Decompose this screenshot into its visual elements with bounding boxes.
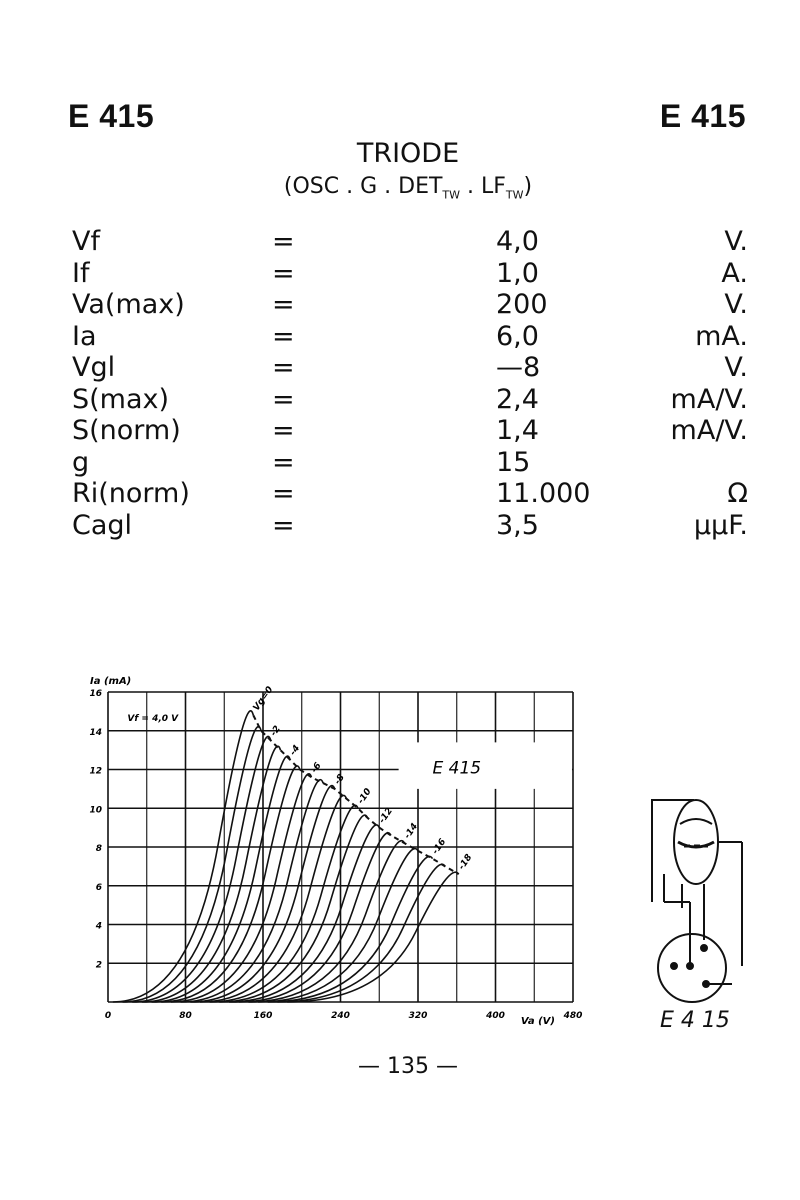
spec-equals: = xyxy=(272,226,295,257)
y-tick-label: 10 xyxy=(89,805,102,816)
pin-diagram xyxy=(640,790,760,1010)
spec-row xyxy=(72,289,748,321)
series-label: -10 xyxy=(356,786,374,806)
series-label: -6 xyxy=(309,761,324,775)
x-tick-label: 400 xyxy=(486,1011,505,1021)
series-curve xyxy=(248,841,404,1002)
series-curve xyxy=(229,825,379,1002)
spec-unit: V. xyxy=(724,226,748,257)
spec-row xyxy=(72,510,748,542)
spec-symbol: S(max) xyxy=(72,383,170,415)
page-number: — 135 — xyxy=(358,1054,458,1079)
series-label: -2 xyxy=(269,724,283,739)
series-label: -4 xyxy=(288,743,303,758)
title-box xyxy=(399,742,572,789)
series-label: -12 xyxy=(377,806,396,826)
spec-equals: = xyxy=(272,415,295,446)
series-label: -8 xyxy=(332,772,347,787)
x-tick-label: 240 xyxy=(331,1011,350,1021)
spec-row xyxy=(72,352,748,384)
spec-unit: mA. xyxy=(695,320,748,352)
y-tick-label: 6 xyxy=(95,882,102,893)
spec-value: 6,0 xyxy=(496,320,539,352)
spec-equals: = xyxy=(272,446,295,478)
series-curve xyxy=(239,833,391,1002)
y-tick-label: 2 xyxy=(95,960,102,971)
chart-condition: Vf = 4,0 V xyxy=(127,714,179,725)
spec-unit: V. xyxy=(724,352,748,383)
spec-symbol: Vf xyxy=(72,226,100,257)
y-tick-label: 4 xyxy=(95,921,102,932)
spec-row xyxy=(72,415,748,447)
spec-symbol: Ri(norm) xyxy=(72,478,190,509)
series-label: -16 xyxy=(430,837,449,857)
spec-row xyxy=(72,321,748,353)
series-curve xyxy=(123,727,262,1002)
series-curve xyxy=(113,711,253,1002)
spec-value: 1,4 xyxy=(496,415,539,446)
spec-row xyxy=(72,478,748,510)
spec-equals: = xyxy=(272,320,295,352)
x-tick-label: 320 xyxy=(408,1011,428,1021)
spec-value: 15 xyxy=(496,446,531,478)
spec-row xyxy=(72,447,748,479)
y-tick-label: 8 xyxy=(95,844,102,854)
spec-row xyxy=(72,226,748,258)
spec-symbol: Va(max) xyxy=(72,289,185,320)
series-label: Vg=0 xyxy=(251,684,276,713)
spec-row xyxy=(72,384,748,416)
spec-table xyxy=(72,226,748,541)
series-curve xyxy=(132,736,271,1002)
series-curve xyxy=(219,815,367,1002)
spec-value: —8 xyxy=(496,352,541,383)
x-tick-label: 0 xyxy=(104,1011,112,1021)
tube-type: TRIODE xyxy=(356,138,460,169)
spec-equals: = xyxy=(272,383,295,415)
spec-equals: = xyxy=(272,257,295,289)
x-tick-label: 480 xyxy=(563,1011,583,1021)
spec-unit: mA/V. xyxy=(670,383,748,415)
spec-value: 3,5 xyxy=(496,509,539,541)
spec-symbol: Ia xyxy=(72,320,97,352)
chart-title: E 415 xyxy=(432,758,482,779)
spec-equals: = xyxy=(272,352,295,383)
x-tick-label: 160 xyxy=(253,1011,273,1021)
tube-symbol-icon xyxy=(652,800,742,1002)
y-axis-label: Ia (mA) xyxy=(90,676,132,687)
spec-value: 200 xyxy=(496,289,548,320)
spec-unit: Ω xyxy=(727,478,748,509)
model-title-left: E 415 xyxy=(68,98,155,134)
spec-unit: mA/V. xyxy=(670,415,748,446)
series-label: -14 xyxy=(402,821,421,841)
spec-value: 2,4 xyxy=(496,383,539,415)
spec-symbol: If xyxy=(72,257,90,289)
series-curve xyxy=(287,872,458,1002)
spec-equals: = xyxy=(272,289,295,320)
model-title-right: E 415 xyxy=(659,98,746,134)
spec-value: 4,0 xyxy=(496,226,539,257)
spec-symbol: Cagl xyxy=(72,509,133,541)
tube-functions: (OSC . G . $DET_{TW}$ . $LF_{TW}$) xyxy=(283,174,533,202)
spec-symbol: S(norm) xyxy=(72,415,181,446)
y-tick-label: 16 xyxy=(89,689,102,699)
series-curve xyxy=(210,805,358,1002)
pin-diagram-label: E 4 15 xyxy=(660,1008,730,1033)
spec-value: 1,0 xyxy=(496,257,539,289)
series-label: -18 xyxy=(456,852,475,872)
spec-value: 11.000 xyxy=(496,478,591,509)
spec-symbol: g xyxy=(72,446,90,478)
spec-symbol: Vgl xyxy=(72,352,116,383)
y-tick-label: 14 xyxy=(89,727,102,738)
spec-equals: = xyxy=(272,509,295,541)
spec-unit: μμF. xyxy=(693,509,748,541)
x-tick-label: 80 xyxy=(179,1011,192,1021)
y-tick-label: 12 xyxy=(89,766,102,777)
spec-row xyxy=(72,258,748,290)
x-axis-label: Va (V) xyxy=(520,1016,555,1027)
anode-characteristic-chart xyxy=(80,670,600,1040)
spec-equals: = xyxy=(272,478,295,509)
spec-unit: A. xyxy=(721,257,748,289)
spec-unit: V. xyxy=(724,289,748,320)
